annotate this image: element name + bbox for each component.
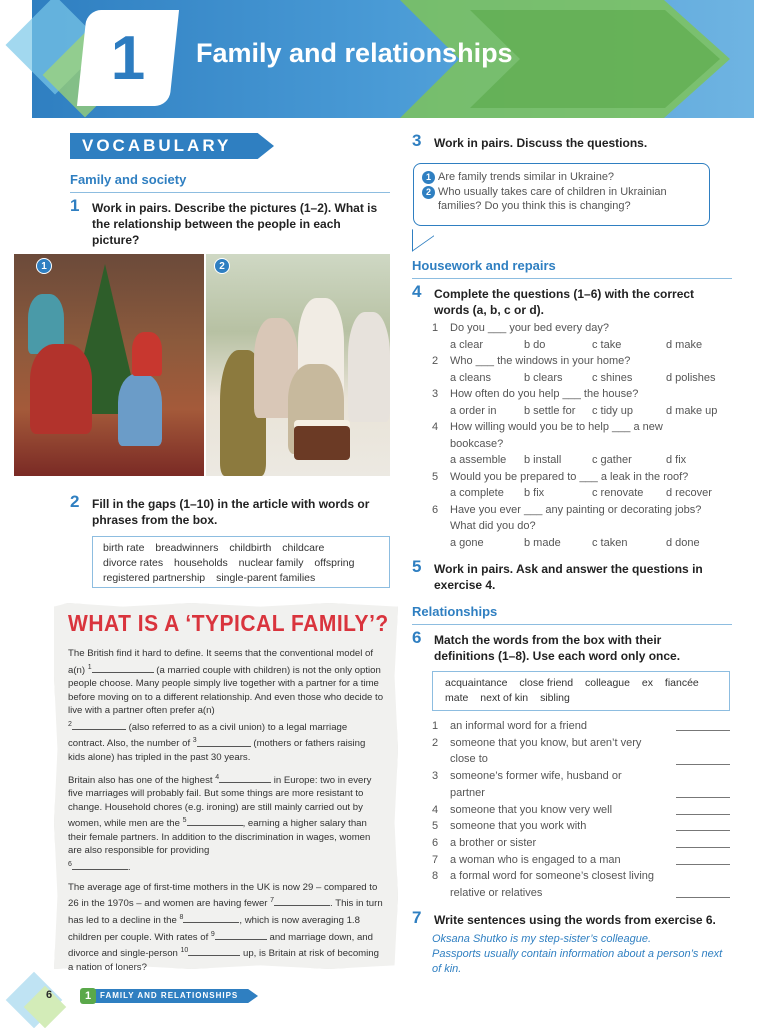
- gap-blank[interactable]: [215, 939, 267, 940]
- option-c[interactable]: c tidy up: [592, 404, 633, 417]
- definition-number: 4: [432, 803, 439, 816]
- exercise-6-number: 6: [412, 628, 422, 647]
- definition-text: someone that you know, but aren’t very close to: [450, 736, 642, 766]
- exercise-4-instruction: Complete the questions (1–6) with the correct words (a, b, c or d).: [434, 287, 695, 317]
- definition-number: 3: [432, 770, 439, 783]
- option-c[interactable]: c shines: [592, 371, 633, 384]
- option-b[interactable]: b made: [524, 536, 561, 549]
- word-box-item: divorce rates: [103, 557, 164, 569]
- gap-number: 5: [182, 817, 187, 825]
- article-body: [68, 647, 384, 980]
- article-paragraph: [68, 881, 384, 975]
- question-1-badge: 1: [422, 171, 435, 184]
- option-a[interactable]: a cleans: [450, 371, 491, 384]
- definition-text: someone that you work with: [450, 820, 587, 833]
- gap-number: 2: [68, 720, 72, 728]
- word-box-item: childcare: [282, 542, 325, 554]
- exercise-1-number: 1: [70, 196, 80, 215]
- answer-line[interactable]: [676, 830, 730, 831]
- unit-title: Family and relationships: [196, 38, 513, 68]
- exercise-2-instruction: Fill in the gaps (1–10) in the article with words or phrases from the box.: [92, 497, 370, 527]
- gap-blank[interactable]: [197, 746, 251, 747]
- word-box-item: colleague: [585, 677, 630, 689]
- christmas-family-photo: [14, 254, 204, 476]
- definition-number: 1: [432, 720, 439, 732]
- question-number: 6: [432, 503, 439, 516]
- definition-item: [432, 802, 732, 819]
- gap-number: 7: [270, 897, 275, 905]
- article-text: (mothers or fathers raising kids alone) has tripled in the past 30 years.: [68, 738, 366, 764]
- article-text: The British find it hard to define. It seems that the conventional model of a(n): [68, 648, 374, 676]
- word-box-item: fiancée: [664, 677, 699, 689]
- exercise-2-number: 2: [70, 492, 80, 511]
- question-1-text: Are family trends similar in Ukraine?: [438, 171, 615, 183]
- question-text: How willing would you be to help ___ a new bookcase?: [450, 421, 663, 450]
- word-box-item: single-parent families: [216, 572, 316, 584]
- answer-line[interactable]: [676, 864, 730, 865]
- example-sentence: Oksana Shutko is my step-sister’s colleague.: [432, 933, 652, 945]
- discussion-questions-bubble: [413, 163, 710, 226]
- section-rule: [70, 192, 390, 193]
- question-2-badge: 2: [422, 186, 435, 199]
- exercise-4-questions: [432, 320, 732, 551]
- gap-number: 4: [215, 773, 220, 781]
- question-item: [432, 353, 732, 386]
- person-figure: [30, 344, 92, 434]
- article-text: The average age of first-time mothers in the UK is now 29 – compared to 26 in the 1970s – and women are having fewer: [68, 881, 378, 910]
- article-text: , which is now averaging 1.8 children per couple. With rates of: [68, 915, 360, 943]
- definition-number: 7: [432, 853, 439, 866]
- option-a[interactable]: a complete: [450, 487, 504, 499]
- option-c[interactable]: c take: [592, 338, 622, 351]
- section-rule: [412, 278, 732, 279]
- gap-blank[interactable]: [72, 729, 126, 730]
- person-figure: [132, 332, 162, 376]
- definition-text: a brother or sister: [450, 836, 537, 849]
- article-paragraph: [68, 647, 384, 765]
- exercise-7-instruction: Write sentences using the words from exercise 6.: [434, 913, 716, 927]
- gap-blank[interactable]: [92, 672, 154, 673]
- option-a[interactable]: a gone: [450, 536, 484, 549]
- option-d[interactable]: d make up: [666, 404, 718, 417]
- option-d[interactable]: d make: [666, 338, 703, 351]
- word-box-item: next of kin: [480, 692, 529, 704]
- example-sentence: Passports usually contain information about a person’s next of kin.: [432, 948, 723, 975]
- question-2-text: Who usually takes care of children in Ukrainian families? Do you think this is changing?: [438, 185, 667, 212]
- question-number: 3: [432, 388, 439, 400]
- definition-number: 6: [432, 836, 439, 849]
- option-c[interactable]: c renovate: [592, 487, 644, 499]
- example-sentences: [432, 932, 732, 977]
- word-box-item: offspring: [314, 557, 355, 569]
- definition-item: [432, 868, 732, 901]
- answer-line[interactable]: [676, 730, 730, 731]
- definition-number: 8: [432, 870, 439, 883]
- gap-number: 6: [68, 860, 72, 868]
- word-box-item: households: [174, 557, 228, 569]
- exercise-4-number: 4: [412, 282, 422, 301]
- definition-item: [432, 818, 732, 835]
- article-title: WHAT IS A ‘TYPICAL FAMILY’?: [68, 611, 389, 637]
- word-box-item: ex: [641, 677, 653, 689]
- gap-number: 1: [87, 663, 92, 671]
- article-text: and marriage down, and divorce and single-person: [68, 931, 373, 960]
- unit-banner: [0, 0, 768, 120]
- word-box-item: acquaintance: [445, 677, 508, 689]
- word-box-item: registered partnership: [103, 572, 206, 584]
- definition-item: [432, 768, 732, 801]
- article-text: (also referred to as a civil union) to a legal marriage contract. Also, the number of: [68, 721, 348, 750]
- exercise-6-instruction: Match the words from the box with their definitions (1–8). Use each word only once.: [434, 633, 681, 663]
- question-number: 1: [432, 322, 439, 334]
- question-number: 2: [432, 355, 439, 367]
- article-text: up, is Britain at risk of becoming a nation of loners?: [68, 948, 379, 973]
- option-b[interactable]: b do: [524, 338, 546, 351]
- gap-number: 8: [179, 913, 184, 921]
- option-d[interactable]: d polishes: [666, 371, 716, 384]
- option-d[interactable]: d done: [666, 536, 700, 549]
- section-heading-housework: Housework and repairs: [412, 258, 556, 273]
- unit-number: 1: [110, 24, 146, 93]
- family-photos: [14, 254, 390, 476]
- option-d[interactable]: d fix: [666, 454, 687, 466]
- option-c[interactable]: c gather: [592, 454, 632, 466]
- footer-unit-badge: 1: [80, 988, 96, 1004]
- definition-text: an informal word for a friend: [450, 720, 587, 732]
- word-box-item: breadwinners: [155, 542, 219, 554]
- definition-number: 5: [432, 820, 439, 833]
- definition-number: 2: [432, 736, 439, 749]
- question-text: Have you ever ___ any painting or decorating jobs? What did you do?: [450, 503, 702, 532]
- gap-blank[interactable]: [188, 955, 240, 956]
- article-text: in Europe: two in every five marriages will probably fail. But some things are more resistant to change. Household chores (e.g. ironing) are still mainly carried out by women, while men are the: [68, 774, 372, 830]
- gap-number: 10: [180, 947, 189, 955]
- discussion-question: [422, 185, 701, 214]
- question-text: Do you ___ your bed every day?: [450, 322, 609, 334]
- definition-item: [432, 718, 732, 735]
- gap-number: 9: [210, 930, 215, 938]
- article-text: . This in turn has led to a decline in the: [68, 898, 383, 926]
- article-text: Britain also has one of the highest: [68, 774, 216, 786]
- section-heading-family-society: Family and society: [70, 172, 187, 187]
- option-a[interactable]: a assemble: [450, 454, 507, 466]
- word-box-item: sibling: [540, 692, 570, 704]
- answer-line[interactable]: [676, 847, 730, 848]
- word-box-item: nuclear family: [238, 557, 304, 569]
- question-text: Who ___ the windows in your home?: [450, 355, 631, 367]
- question-item: [432, 502, 732, 552]
- gap-blank[interactable]: [187, 825, 243, 826]
- definition-text: someone that you know very well: [450, 803, 613, 816]
- option-a[interactable]: a clear: [450, 338, 484, 351]
- question-item: [432, 320, 732, 353]
- gap-blank[interactable]: [274, 905, 330, 906]
- definition-text: someone’s former wife, husband or partner: [450, 770, 622, 799]
- gap-blank[interactable]: [72, 869, 128, 870]
- picture-1-badge: 1: [36, 258, 52, 274]
- person-figure: [118, 374, 162, 446]
- answer-line[interactable]: [676, 764, 730, 765]
- gap-blank[interactable]: [219, 782, 271, 783]
- answer-line[interactable]: [676, 814, 730, 815]
- page-number: 6: [46, 989, 53, 1001]
- option-b[interactable]: b clears: [524, 371, 563, 384]
- definition-item: [432, 735, 732, 768]
- question-item: [432, 386, 732, 419]
- exercise-7-number: 7: [412, 908, 422, 927]
- section-rule: [412, 624, 732, 625]
- word-box-2: [432, 671, 730, 711]
- question-text: Would you be prepared to ___ a leak in the roof?: [450, 470, 689, 483]
- question-text: How often do you help ___ the house?: [450, 388, 639, 400]
- definitions-list: [432, 718, 732, 902]
- option-b[interactable]: b settle for: [524, 404, 576, 417]
- answer-line[interactable]: [676, 897, 730, 898]
- vocabulary-label: VOCABULARY: [82, 136, 232, 155]
- definition-item: [432, 835, 732, 852]
- word-box-item: childbirth: [229, 542, 272, 554]
- word-box-1: [92, 536, 390, 588]
- exercise-5-instruction: Work in pairs. Ask and answer the questions in exercise 4.: [434, 562, 703, 592]
- question-item: [432, 419, 732, 469]
- section-heading-relationships: Relationships: [412, 604, 498, 619]
- option-a[interactable]: a order in: [450, 404, 497, 417]
- answer-line[interactable]: [676, 797, 730, 798]
- picture-2-badge: 2: [214, 258, 230, 274]
- option-d[interactable]: d recover: [666, 487, 712, 499]
- footer-unit-label: FAMILY AND RELATIONSHIPS: [100, 991, 239, 1000]
- question-number: 4: [432, 421, 439, 433]
- person-figure: [348, 312, 390, 422]
- option-b[interactable]: b install: [524, 454, 562, 466]
- exercise-1-instruction: Work in pairs. Describe the pictures (1–2). What is the relationship between the people in each picture?: [92, 201, 378, 247]
- definition-text: a woman who is engaged to a man: [450, 853, 621, 866]
- option-c[interactable]: c taken: [592, 536, 628, 549]
- birthday-cake: [294, 426, 350, 460]
- word-box-item: birth rate: [103, 542, 145, 554]
- question-number: 5: [432, 470, 439, 483]
- word-box-item: mate: [445, 692, 469, 704]
- article-text: , earning a higher salary than their female partners. In addition to the discrimination in wages, women are also responsible for providing: [68, 818, 371, 857]
- article-paragraph: [68, 771, 384, 875]
- article-text: .: [127, 862, 131, 874]
- exercise-3-instruction: Work in pairs. Discuss the questions.: [434, 136, 648, 150]
- article-text: (a married couple with children) is not the only option people choose. Many people simply live together with a partner for a time before moving on to a different relationship. And even those who decide to live with a partner often prefer a(n): [68, 664, 384, 717]
- option-b[interactable]: b fix: [524, 487, 545, 499]
- definition-item: [432, 852, 732, 869]
- gap-number: 3: [192, 737, 197, 745]
- definition-text: a formal word for someone’s closest living relative or relatives: [450, 870, 654, 900]
- question-item: [432, 469, 732, 502]
- discussion-question: [422, 170, 701, 185]
- exercise-3-number: 3: [412, 131, 422, 150]
- exercise-5-number: 5: [412, 557, 422, 576]
- word-box-item: close friend: [519, 677, 574, 689]
- gap-blank[interactable]: [183, 922, 239, 923]
